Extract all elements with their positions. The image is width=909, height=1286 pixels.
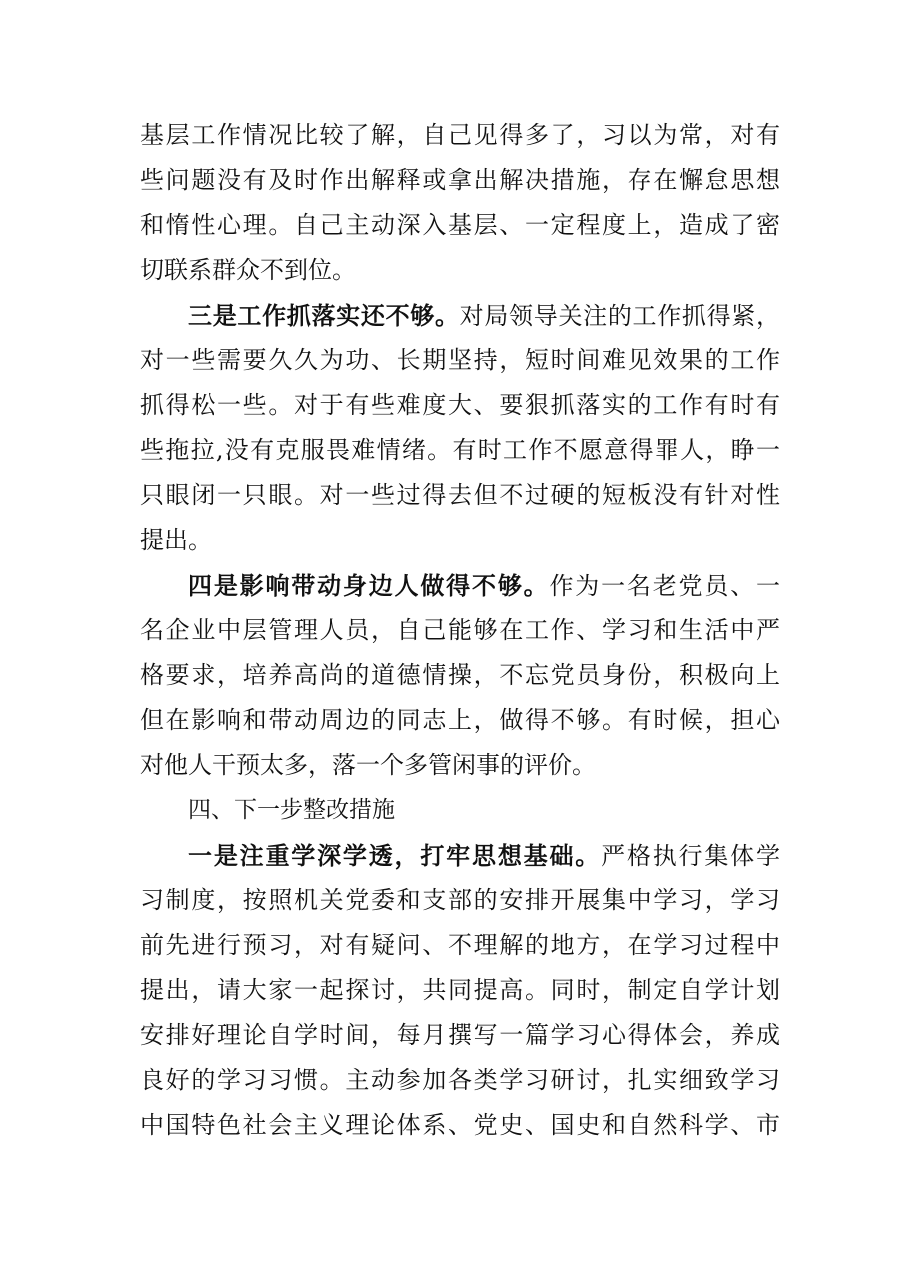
text-line: 只眼闭一只眼。对一些过得去但不过硬的短板没有针对性 (140, 481, 780, 509)
section-heading (140, 788, 780, 833)
text-line: 切联系群众不到位。 (140, 256, 356, 284)
paragraph-continuation (140, 113, 780, 293)
text-line: 格要求，培养高尚的道德情操，不忘党员身份，积极向上 (140, 661, 780, 689)
paragraph-lead: 一是注重学深学透，打牢思想基础。 (188, 841, 602, 870)
paragraph-lead: 四是影响带动身边人做得不够。 (188, 571, 550, 600)
text-line-first (140, 833, 780, 878)
paragraph-lead: 三是工作抓落实还不够。 (188, 301, 460, 330)
text-line: 对一些需要久久为功、长期坚持，短时间难见效果的工作 (140, 346, 780, 374)
text-line: 抓得松一些。对于有些难度大、要狠抓落实的工作有时有 (140, 391, 780, 419)
text-line: 良好的学习习惯。主动参加各类学习研讨，扎实细致学习 (140, 1066, 780, 1094)
document-page (140, 113, 780, 1148)
text-line: 但在影响和带动周边的同志上，做得不够。有时候，担心 (140, 706, 780, 734)
text-line-first (140, 293, 780, 338)
paragraph-measure-one (140, 833, 780, 1148)
text-line: 中国特色社会主义理论体系、党史、国史和自然科学、市 (140, 1111, 780, 1139)
paragraph-point-four (140, 563, 780, 788)
text-line: 安排好理论自学时间，每月撰写一篇学习心得体会，养成 (140, 1021, 780, 1049)
text-line: 名企业中层管理人员，自己能够在工作、学习和生活中严 (140, 616, 780, 644)
text-line: 基层工作情况比较了解，自己见得多了，习以为常，对有 (140, 121, 780, 149)
text-line-rest: 作为一名老党员、一 (549, 572, 781, 600)
text-line-first (140, 563, 780, 608)
text-line: 对他人干预太多，落一个多管闲事的评价。 (140, 751, 596, 779)
text-line: 提出，请大家一起探讨，共同提高。同时，制定自学计划 (140, 976, 780, 1004)
text-line: 习制度，按照机关党委和支部的安排开展集中学习，学习 (140, 886, 780, 914)
paragraph-point-three (140, 293, 780, 563)
text-line-rest: 严格执行集体学 (601, 842, 781, 870)
text-line: 前先进行预习，对有疑问、不理解的地方，在学习过程中 (140, 931, 780, 959)
text-line-rest: 对局领导关注的工作抓得紧， (459, 302, 781, 330)
section-heading-text: 四、下一步整改措施 (188, 797, 395, 823)
text-line: 些拖拉,没有克服畏难情绪。有时工作不愿意得罪人，睁一 (140, 436, 780, 464)
text-line: 些问题没有及时作出解释或拿出解决措施，存在懈怠思想 (140, 166, 780, 194)
text-line: 提出。 (140, 526, 212, 554)
text-line: 和惰性心理。自己主动深入基层、一定程度上，造成了密 (140, 211, 780, 239)
